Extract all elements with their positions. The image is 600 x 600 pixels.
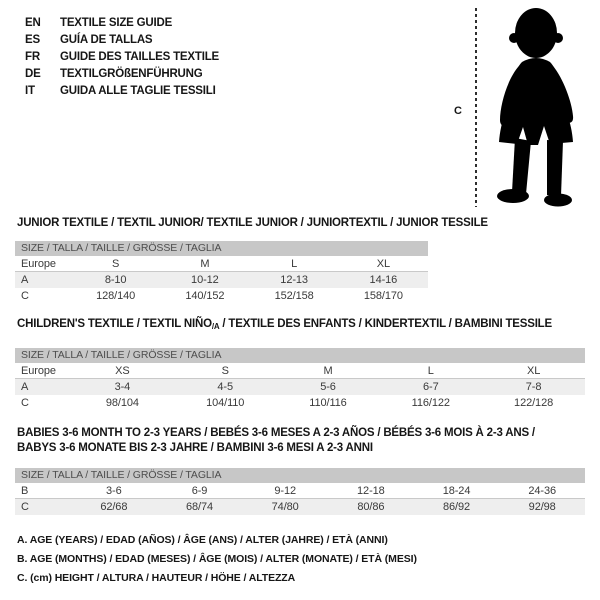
height-cell: 128/140: [96, 290, 136, 302]
babies-title-line2: BABYS 3-6 MONATE BIS 2-3 JAHRE / BAMBINI 3-6 MESI A 2-3 ANNI: [17, 442, 373, 454]
language-code: IT: [25, 85, 35, 97]
junior-table-title: JUNIOR TEXTILE / TEXTIL JUNIOR/ TEXTILE JUNIOR / JUNIORTEXTIL / JUNIOR TESSILE: [17, 217, 488, 229]
language-header: [25, 15, 219, 100]
babies-title-line1: BABIES 3-6 MONTH TO 2-3 YEARS / BEBÉS 3-6 MESES A 2-3 AÑOS / BÉBÉS 3-6 MOIS À 2-3 ANS /: [17, 427, 535, 439]
table-row-c: [15, 288, 428, 304]
table-row-b: [15, 483, 585, 499]
height-cell: 152/158: [274, 290, 314, 302]
height-cell: 122/128: [514, 397, 554, 409]
age-cell: 6-9: [191, 485, 208, 497]
height-cell: 110/116: [309, 397, 347, 409]
height-cell: 62/68: [100, 501, 128, 513]
language-row-de: [25, 66, 219, 83]
children-size-table: [15, 348, 585, 411]
measurement-legend: [17, 531, 417, 588]
row-label: A: [21, 381, 29, 393]
language-row-en: [25, 15, 219, 32]
language-row-fr: [25, 49, 219, 66]
age-cell: 3-4: [114, 381, 131, 393]
size-cell: XL: [526, 365, 541, 377]
age-cell: 8-10: [104, 274, 127, 286]
size-cell: M: [323, 365, 333, 377]
language-row-it: [25, 83, 219, 100]
age-cell: 9-12: [274, 485, 296, 497]
children-title-pre: CHILDREN'S TEXTILE / TEXTIL NIÑO: [17, 318, 212, 330]
age-cell: 3-6: [106, 485, 122, 497]
size-cell: S: [221, 365, 229, 377]
row-label: A: [21, 274, 29, 286]
age-cell: 4-5: [217, 381, 233, 393]
size-cell: L: [291, 258, 298, 270]
table-row-c: [15, 395, 585, 411]
height-cell: 116/122: [411, 397, 450, 409]
language-code: DE: [25, 68, 41, 80]
row-label: Europe: [21, 365, 56, 377]
babies-size-table: [15, 468, 585, 515]
table-row-c: [15, 499, 585, 515]
age-cell: 12-13: [280, 274, 308, 286]
language-code: FR: [25, 51, 40, 63]
age-cell: 24-36: [528, 485, 557, 497]
language-title: TEXTILE SIZE GUIDE: [60, 17, 173, 29]
height-cell: 74/80: [271, 501, 299, 513]
size-header-bar: SIZE / TALLA / TAILLE / GRÖSSE / TAGLIA: [15, 348, 585, 363]
size-cell: M: [200, 258, 210, 270]
row-label: B: [21, 485, 29, 497]
height-cell: 68/74: [185, 501, 214, 513]
language-code: EN: [25, 17, 41, 29]
age-cell: 10-12: [191, 274, 219, 286]
table-row-a: [15, 379, 585, 395]
height-measure-label: C: [454, 105, 462, 117]
size-cell: S: [112, 258, 120, 270]
table-row-europe: [15, 363, 585, 379]
age-cell: 7-8: [525, 381, 542, 393]
size-cell: L: [427, 365, 434, 377]
height-cell: 86/92: [443, 501, 471, 513]
age-cell: 12-18: [357, 485, 385, 497]
junior-size-table: [15, 241, 428, 304]
table-row-europe: [15, 256, 428, 272]
size-header-bar: SIZE / TALLA / TAILLE / GRÖSSE / TAGLIA: [15, 241, 428, 256]
legend-line-c: C. (cm) HEIGHT / ALTURA / HAUTEUR / HÖHE / ALTEZZA: [17, 572, 296, 584]
height-cell: 140/152: [185, 290, 225, 302]
row-label: C: [21, 290, 29, 302]
language-title: TEXTILGRÖßENFÜHRUNG: [60, 68, 203, 80]
size-header-bar: SIZE / TALLA / TAILLE / GRÖSSE / TAGLIA: [15, 468, 585, 483]
row-label: C: [21, 501, 29, 513]
height-dashed-line: [475, 8, 477, 207]
language-title: GUIDE DES TAILLES TEXTILE: [60, 51, 219, 63]
height-cell: 80/86: [357, 501, 385, 513]
row-label: Europe: [21, 258, 56, 270]
age-cell: 14-16: [369, 274, 398, 286]
row-label: C: [21, 397, 29, 409]
language-title: GUIDA ALLE TAGLIE TESSILI: [60, 85, 216, 97]
legend-line-b: B. AGE (MONTHS) / EDAD (MESES) / ÂGE (MOIS) / ALTER (MONATE) / ETÀ (MESI): [17, 553, 417, 565]
children-title-post: / TEXTILE DES ENFANTS / KINDERTEXTIL / BAMBINI TESSILE: [219, 318, 552, 330]
language-code: ES: [25, 34, 40, 46]
age-cell: 5-6: [320, 381, 336, 393]
language-title: GUÍA DE TALLAS: [60, 34, 153, 46]
age-cell: 6-7: [422, 381, 439, 393]
height-cell: 92/98: [528, 501, 556, 513]
table-row-a: [15, 272, 428, 288]
baby-silhouette-icon: [486, 6, 594, 208]
children-table-title: [17, 317, 552, 334]
height-cell: 98/104: [105, 397, 139, 409]
size-cell: XL: [376, 258, 390, 270]
babies-table-title: [17, 426, 535, 456]
language-row-es: [25, 32, 219, 49]
children-title-sub: /A: [211, 322, 220, 331]
age-cell: 18-24: [442, 485, 471, 497]
height-cell: 158/170: [363, 290, 403, 302]
legend-line-a: A. AGE (YEARS) / EDAD (AÑOS) / ÂGE (ANS) / ALTER (JAHRE) / ETÀ (ANNI): [17, 534, 388, 546]
height-cell: 104/110: [206, 397, 245, 409]
size-cell: XS: [115, 365, 130, 377]
